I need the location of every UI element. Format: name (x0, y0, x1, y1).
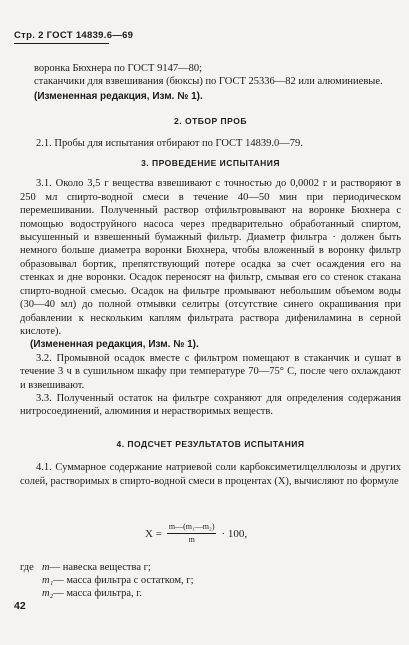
list-line-2: стаканчики для взвешивания (бюксы) по ГОСТ 25336—82 или алюминиевые. (34, 76, 383, 88)
header-text: Стр. 2 ГОСТ 14839.6—69 (14, 30, 134, 41)
document-body (20, 62, 401, 488)
page-header (14, 30, 133, 44)
variable-legend (20, 561, 194, 600)
legend-row (20, 587, 194, 600)
formula (145, 522, 247, 545)
paragraph-3-1: 3.1. Около 3,5 г вещества взвешивают с точностью до 0,0002 г и растворяют в 250 мл спирто-водной смеси в течение 40—50 мин при периодическом перемешивании. Полученный раствор отфильтровывают на воронке Бюхнера с помощью водоструйного насоса через предварительно обработанный спиртом, высушенный и взвешенный бумажный фильтр. Диаметр фильтра · должен быть немного больше диаметра воронки Бюхнера, чтобы вложенный в воронку фильтр образовывал бортик, препятствующий потере осадка за счет осаждения его на стенках и дне воронки. Осадок переносят на фильтр, смывая его со стенок стакана спирто-водной смесью. Осадок на фильтре промывают небольшим объемом воды (30—40 мл) до полной отмывки селитры (отсутствие синего окрашивания при добавлении к нескольким каплям фильтрата раствора дифениламина в серной кислоте). (20, 178, 401, 337)
edition-note-1: (Измененная редакция, Изм. № 1). (34, 90, 203, 102)
legend-text: — навеска вещества г; (49, 562, 151, 573)
legend-row (20, 561, 194, 574)
header-rule (14, 43, 109, 44)
section-2-title: 2. ОТБОР ПРОБ (174, 116, 247, 127)
legend-symbol: m₂ (42, 588, 54, 599)
legend-lead: где (20, 562, 34, 573)
section-4-title: 4. ПОДСЧЕТ РЕЗУЛЬТАТОВ ИСПЫТАНИЯ (116, 438, 305, 449)
legend-text: — масса фильтра, г. (53, 588, 143, 599)
legend-row (20, 574, 194, 587)
page-number: 42 (14, 600, 26, 612)
legend-symbol: m₁ (42, 575, 54, 586)
section-3-title: 3. ПРОВЕДЕНИЕ ИСПЫТАНИЯ (141, 158, 280, 169)
edition-note-2: (Измененная редакция, Изм. № 1). (30, 339, 199, 351)
paragraph-2-1: 2.1. Пробы для испытания отбирают по ГОСТ 14839.0—79. (36, 137, 303, 149)
formula-denominator: m (188, 535, 195, 544)
paragraph-3-3: 3.3. Полученный остаток на фильтре сохраняют для определения содержания нитросоединений, алюминия и нерастворимых веществ. (20, 392, 401, 418)
paragraph-4-1: 4.1. Суммарное содержание натриевой соли карбоксиметилцеллюлозы и других солей, растворимых в спирто-водной смеси в процентах (X), вычисляют по формуле (20, 462, 401, 487)
formula-lhs: X = (145, 527, 162, 540)
legend-text: — масса фильтра с остатком, г; (53, 575, 194, 586)
list-line-1: воронка Бюхнера по ГОСТ 9147—80; (34, 63, 202, 74)
formula-fraction (167, 522, 217, 545)
formula-numerator: m—(m₁—m₂) (167, 522, 217, 534)
formula-tail: · 100, (221, 527, 248, 540)
paragraph-3-2: 3.2. Промывной осадок вместе с фильтром помещают в стаканчик и сушат в течение 3 ч в сушильном шкафу при температуре 70—75° С, после чего охлаждают и взвешивают. (20, 352, 401, 391)
legend-symbol: m (42, 562, 50, 573)
